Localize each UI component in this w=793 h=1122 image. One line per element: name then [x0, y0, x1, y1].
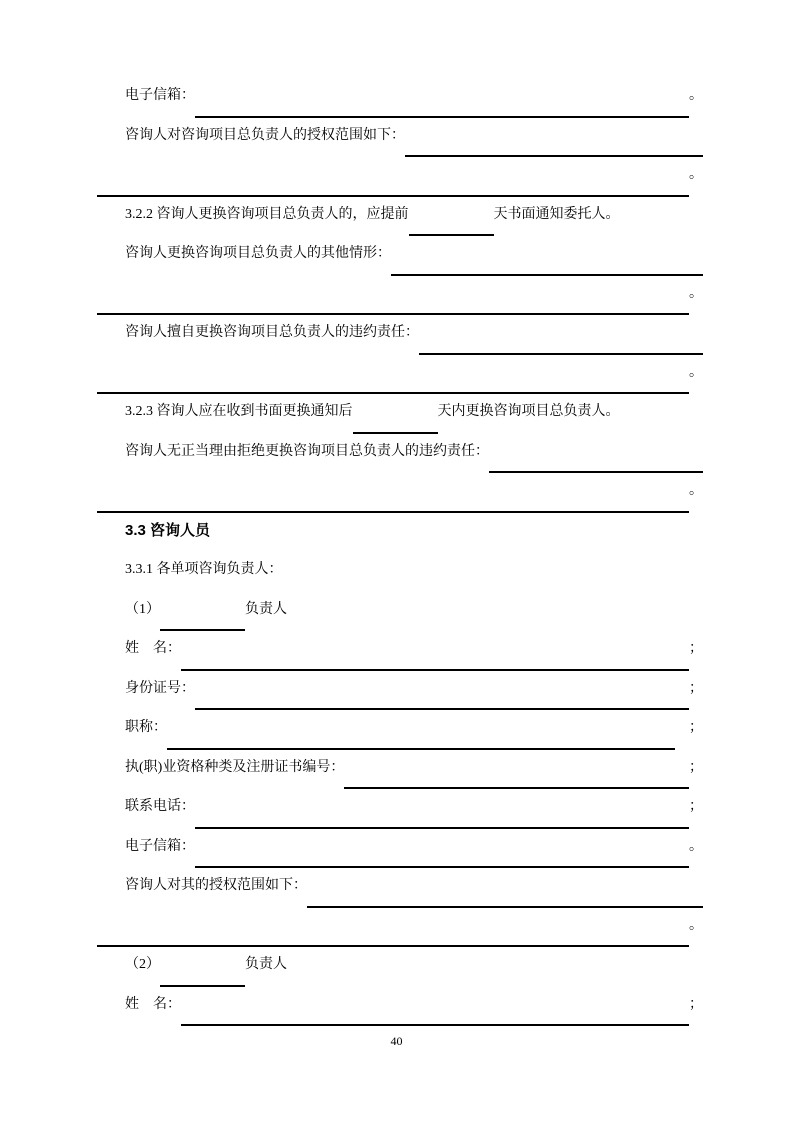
field-label: 电子信箱：: [125, 88, 195, 103]
line-authorization-scope-2: [0, 866, 793, 906]
line-item-1-leader: [0, 590, 793, 630]
section-heading-3-3: [0, 511, 793, 551]
blank-underline: [353, 392, 438, 434]
clause-text: 3.2.3 咨询人应在收到书面更换通知后: [125, 404, 353, 419]
clause-text-end: 天内更换咨询项目总负责人。: [437, 404, 620, 419]
blank-underline: [489, 432, 703, 474]
line-continuation: [0, 906, 793, 946]
blank-underline: [405, 116, 703, 158]
line-phone: [0, 787, 793, 827]
field-label: 姓 名：: [125, 641, 181, 656]
blank-underline: [391, 234, 703, 276]
line-email-2: [0, 827, 793, 867]
line-continuation: [0, 471, 793, 511]
blank-underline: [409, 195, 494, 237]
blank-underline: [97, 274, 689, 316]
blank-underline: [97, 155, 689, 197]
line-other-circumstances: [0, 234, 793, 274]
blank-underline: [195, 787, 689, 829]
blank-underline: [160, 590, 245, 632]
page-content: [0, 76, 793, 1024]
page-number: 40: [390, 1034, 403, 1048]
line-end-punctuation: 。: [689, 285, 703, 301]
line-item-2-leader: [0, 945, 793, 985]
clause-text-end: 天书面通知委托人。: [493, 206, 620, 222]
field-label: 电子信箱：: [125, 838, 195, 854]
item-number: （2）: [125, 957, 160, 972]
blank-underline: [195, 76, 689, 118]
field-label: 执(职)业资格种类及注册证书编号：: [125, 759, 345, 775]
field-label: 身份证号：: [125, 680, 195, 696]
blank-underline: [195, 669, 689, 711]
blank-underline: [160, 945, 245, 987]
field-label: 咨询人无正当理由拒绝更换咨询项目总负责人的违约责任：: [125, 443, 489, 459]
field-label: 咨询人对其的授权范围如下：: [125, 878, 307, 893]
line-end-punctuation: ；: [689, 759, 703, 775]
line-job-title: [0, 708, 793, 748]
field-label: 咨询人对咨询项目总负责人的授权范围如下：: [125, 127, 405, 143]
line-end-punctuation: 。: [689, 364, 703, 380]
clause-text: 3.2.2 咨询人更换咨询项目总负责人的，应提前: [125, 206, 409, 222]
line-name-1: [0, 629, 793, 669]
line-end-punctuation: ；: [689, 680, 703, 696]
line-continuation: [0, 155, 793, 195]
line-end-punctuation: ；: [689, 641, 703, 656]
line-name-2: [0, 985, 793, 1025]
blank-underline: [181, 629, 689, 671]
line-end-punctuation: 。: [689, 917, 703, 933]
line-end-punctuation: 。: [689, 838, 703, 854]
blank-underline: [344, 748, 689, 790]
line-breach-unauthorized-replacement: [0, 313, 793, 353]
blank-underline: [195, 827, 689, 869]
field-label: 咨询人更换咨询项目总负责人的其他情形：: [125, 246, 391, 261]
blank-underline: [181, 985, 689, 1027]
blank-underline: [97, 353, 689, 395]
line-end-punctuation: 。: [689, 483, 703, 498]
line-qualification-cert: [0, 748, 793, 788]
line-continuation: [0, 353, 793, 393]
field-label: 咨询人擅自更换咨询项目总负责人的违约责任：: [125, 325, 419, 340]
item-number: （1）: [125, 601, 160, 617]
blank-underline: [97, 471, 689, 513]
line-clause-3-2-2: [0, 195, 793, 235]
item-text: 负责人: [245, 957, 287, 972]
line-breach-refusal: [0, 432, 793, 472]
line-end-punctuation: ；: [689, 799, 703, 814]
line-continuation: [0, 274, 793, 314]
line-authorization-scope: [0, 116, 793, 156]
clause-text: 3.3.1 各单项咨询负责人：: [125, 562, 283, 577]
line-end-punctuation: ；: [689, 720, 703, 735]
item-text: 负责人: [245, 601, 287, 617]
line-email: [0, 76, 793, 116]
field-label: 联系电话：: [125, 799, 195, 814]
line-clause-3-2-3: [0, 392, 793, 432]
field-label: 职称：: [125, 720, 167, 735]
line-end-punctuation: ；: [689, 996, 703, 1012]
line-clause-3-3-1: [0, 550, 793, 590]
blank-underline: [167, 708, 675, 750]
heading-text: 3.3 咨询人员: [125, 521, 211, 539]
line-end-punctuation: 。: [689, 88, 703, 103]
blank-underline: [419, 313, 703, 355]
blank-underline: [307, 866, 703, 908]
line-id-number: [0, 669, 793, 709]
field-label: 姓 名：: [125, 996, 181, 1012]
blank-underline: [97, 906, 689, 948]
line-end-punctuation: 。: [689, 167, 703, 182]
